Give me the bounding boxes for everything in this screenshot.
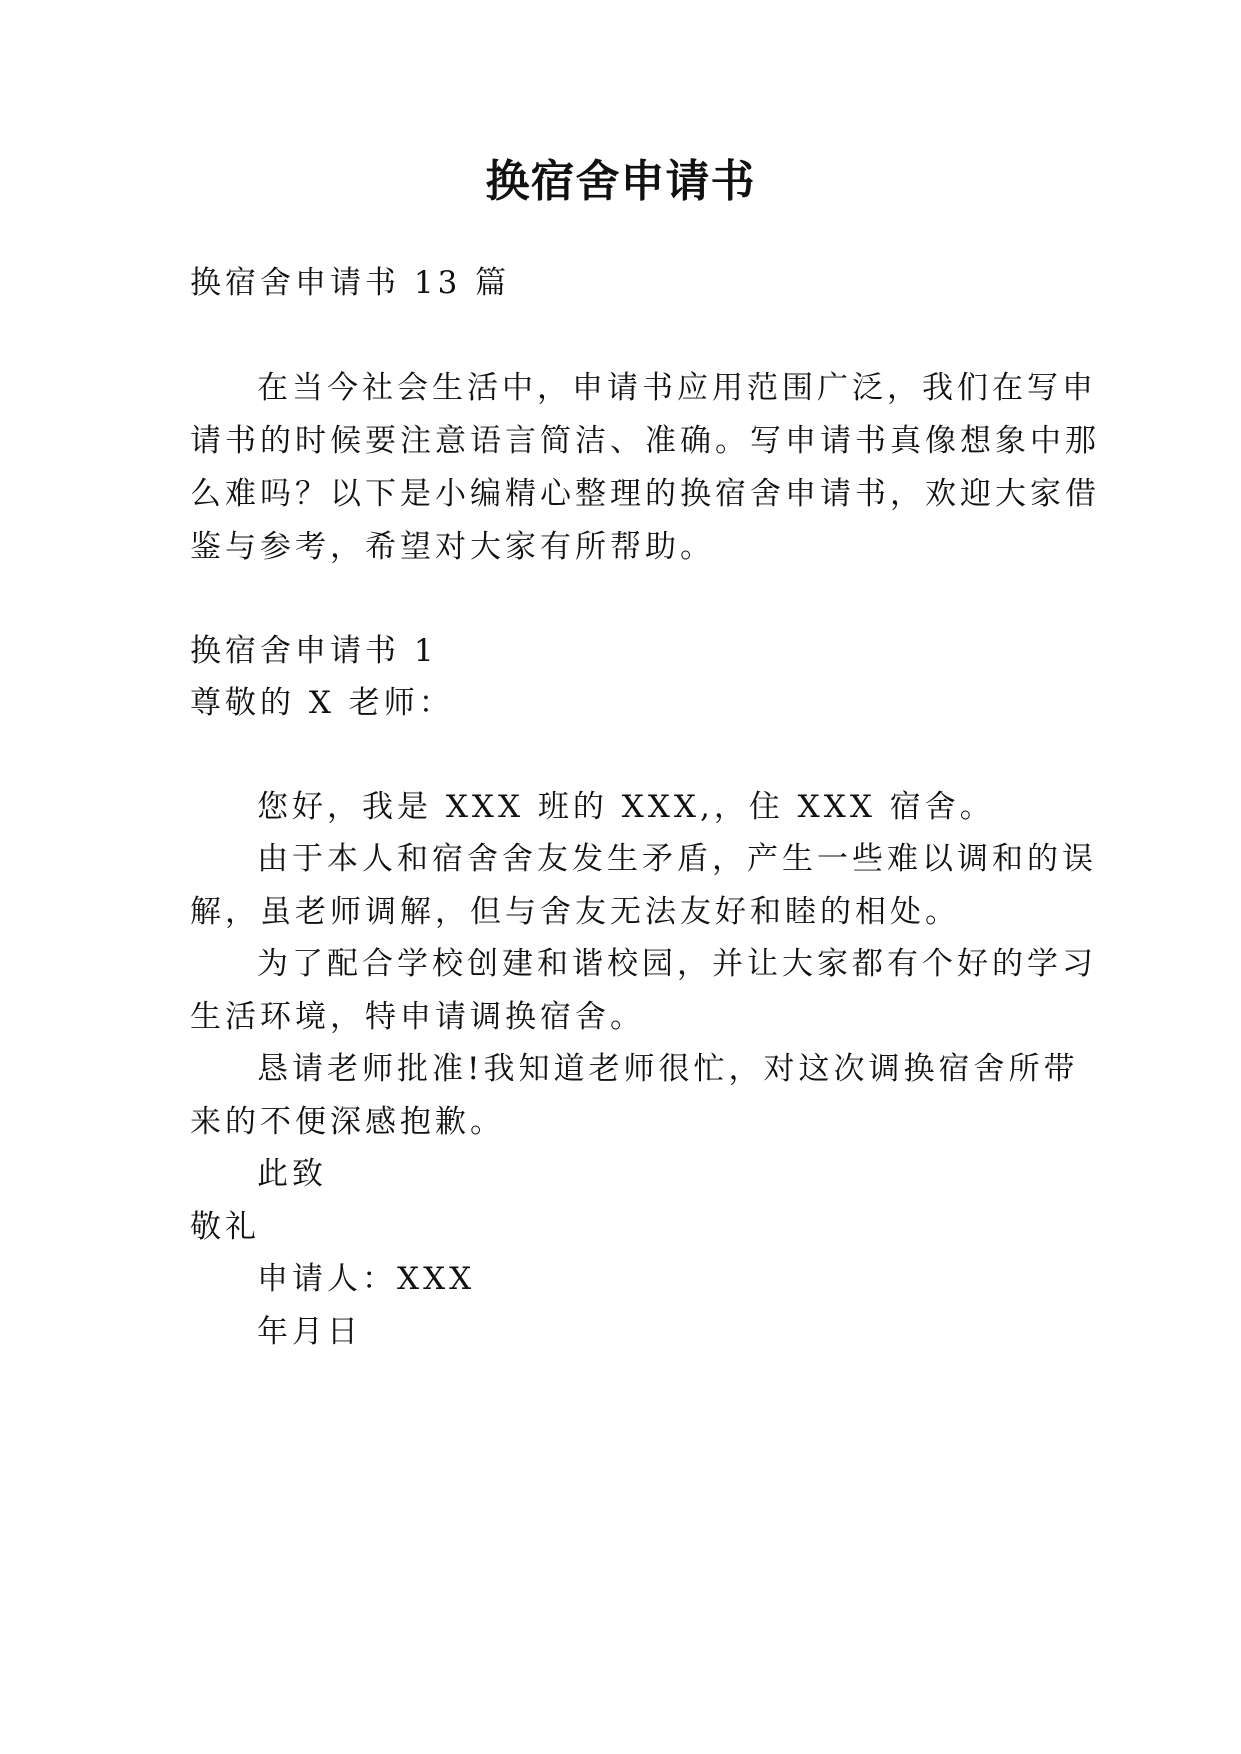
body-line-5: 生活环境，特申请调换宿舍。 [190,999,645,1035]
closing: 此致 [257,1156,327,1192]
salutation: 尊敬的 X 老师： [190,685,454,721]
body-line-1: 您好，我是 XXX 班的 XXX,，住 XXX 宿舍。 [257,789,995,825]
body-line-3: 解，虽老师调解，但与舍友无法友好和睦的相处。 [190,894,960,930]
intro-line-3: 么难吗？以下是小编精心整理的换宿舍申请书，欢迎大家借 [190,476,1100,512]
section-heading: 换宿舍申请书 1 [190,633,438,669]
document-subtitle: 换宿舍申请书 13 篇 [190,265,511,301]
intro-line-4: 鉴与参考，希望对大家有所帮助。 [190,529,715,565]
intro-line-2: 请书的时候要注意语言简洁、准确。写申请书真像想象中那 [190,423,1100,459]
document-title: 换宿舍申请书 [485,156,756,207]
intro-line-1: 在当今社会生活中，申请书应用范围广泛，我们在写申 [257,370,1097,406]
body-line-7: 来的不便深感抱歉。 [190,1104,505,1140]
applicant: 申请人：XXX [257,1261,476,1297]
date: 年月日 [257,1314,362,1350]
body-line-2: 由于本人和宿舍舍友发生矛盾，产生一些难以调和的误 [257,841,1097,877]
regards: 敬礼 [190,1209,260,1245]
body-line-6: 恳请老师批准!我知道老师很忙，对这次调换宿舍所带 [257,1051,1079,1087]
body-line-4: 为了配合学校创建和谐校园，并让大家都有个好的学习 [257,946,1097,982]
